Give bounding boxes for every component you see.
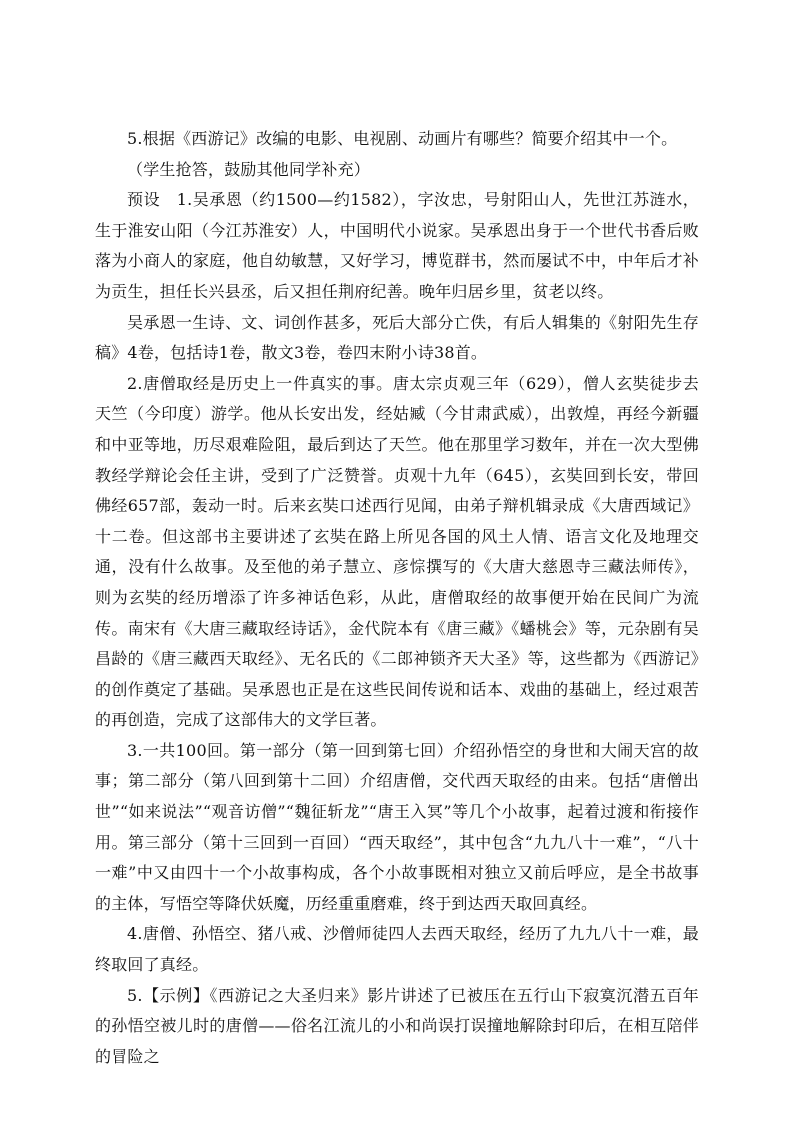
answer-3-structure: 3.一共100回。第一部分（第一回到第七回）介绍孙悟空的身世和大闹天宫的故事；第二部分（第八回到第十二回）介绍唐僧，交代西天取经的由来。包括“唐僧出世”“如来说法”“观音访僧”“魏征斩龙”“唐王入冥”等几个小故事，起着过渡和衔接作用。第三部分（第十三回到一百回）“西天取经”，其中包含“九九八十一难”，“八十一难”中又由四十一个小故事构成，各个小故事既相对独立又前后呼应，是全书故事的主体，写悟空等降伏妖魔，历经重重磨难，终于到达西天取回真经。 [95,740,699,913]
answer-1-works: 吴承恩一生诗、文、词创作甚多，死后大部分亡佚，有后人辑集的《射阳先生存稿》4卷，包括诗1卷，散文3卷，卷四末附小诗38首。 [95,312,699,363]
answer-2-history: 2.唐僧取经是历史上一件真实的事。唐太宗贞观三年（629），僧人玄奘徒步去天竺（今印度）游学。他从长安出发，经姑臧（今甘肃武威），出敦煌，再经今新疆和中亚等地，历尽艰难险阻，最后到达了天竺。他在那里学习数年，并在一次大型佛教经学辩论会任主讲，受到了广泛赞誉。贞观十九年（645），玄奘回到长安，带回佛经657部，轰动一时。后来玄奘口述西行见闻，由弟子辩机辑录成《大唐西域记》十二卷。但这部书主要讲述了玄奘在路上所见各国的风土人情、语言文化及地理交通，没有什么故事。及至他的弟子慧立、彦悰撰写的《大唐大慈恩寺三藏法师传》，则为玄奘的经历增添了许多神话色彩，从此，唐僧取经的故事便开始在民间广为流传。南宋有《大唐三藏取经诗话》，金代院本有《唐三藏》《蟠桃会》等，元杂剧有吴昌龄的《唐三藏西天取经》、无名氏的《二郎神锁齐天大圣》等，这些都为《西游记》的创作奠定了基础。吴承恩也正是在这些民间传说和话本、戏曲的基础上，经过艰苦的再创造，完成了这部伟大的文学巨著。 [95,373,699,730]
question-5: 5.根据《西游记》改编的电影、电视剧、动画片有哪些？简要介绍其中一个。 [127,129,678,148]
document-page [95,124,699,1072]
activity-note: （学生抢答，鼓励其他同学补充） [127,159,371,179]
answer-1-author: 预设 1.吴承恩（约1500—约1582），字汝忠，号射阳山人，先世江苏涟水，生于淮安山阳（今江苏淮安）人，中国明代小说家。吴承恩出身于一个世代书香后败落为小商人的家庭，他自幼敏慧，又好学习，博览群书，然而屡试不中，中年后才补为贡生，担任长兴县丞，后又担任荆府纪善。晚年归居乡里，贫老以终。 [95,190,699,301]
answer-5-example: 5.【示例】《西游记之大圣归来》影片讲述了已被压在五行山下寂寞沉潜五百年的孙悟空被儿时的唐僧——俗名江流儿的小和尚误打误撞地解除封印后，在相互陪伴的冒险之 [95,985,699,1066]
answer-4-summary: 4.唐僧、孙悟空、猪八戒、沙僧师徒四人去西天取经，经历了九九八十一难，最终取回了真经。 [95,924,699,975]
